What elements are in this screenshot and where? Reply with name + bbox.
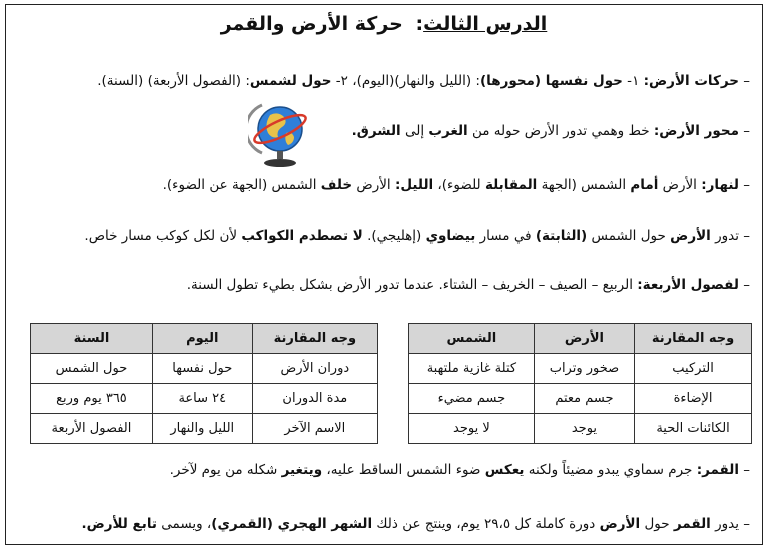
table-header-cell: اليوم	[152, 324, 252, 354]
table-cell: لا يوجد	[409, 414, 535, 444]
lesson-subject: حركة الأرض والقمر	[220, 13, 403, 35]
table-cell: جسم مضيء	[409, 384, 535, 414]
day-year-table	[30, 323, 378, 444]
title-colon: :	[415, 13, 424, 35]
earth-axis-line: – محور الأرض: خط وهمي تدور الأرض حوله من الغرب إلى الشرق.	[351, 123, 750, 139]
day-night-line: – لنهار: الأرض أمام الشمس (الجهة المقابلة للضوء)، الليل: الأرض خلف الشمس (الجهة عن الضوء).	[162, 177, 750, 193]
moon-line: – القمر: جرم سماوي يبدو مضيئاً ولكنه يعكس ضوء الشمس الساقط عليه، ويتغير شكله من يوم لآخر.	[169, 462, 750, 478]
table-row	[409, 354, 752, 384]
table-header-cell: وجه المقارنة	[635, 324, 752, 354]
table-header-cell: السنة	[31, 324, 153, 354]
table-cell: حول نفسها	[152, 354, 252, 384]
lesson-label: الدرس الثالث	[423, 13, 548, 35]
table-cell: الاسم الآخر	[252, 414, 377, 444]
table-cell: التركيب	[635, 354, 752, 384]
table-row	[31, 414, 378, 444]
table-header-row	[409, 324, 752, 354]
table-cell: ٣٦٥ يوم وربع	[31, 384, 153, 414]
table-cell: صخور وتراب	[534, 354, 634, 384]
table-row	[31, 384, 378, 414]
table-header-cell: الشمس	[409, 324, 535, 354]
table-row	[409, 384, 752, 414]
page-title	[6, 13, 762, 35]
table-cell: ٢٤ ساعة	[152, 384, 252, 414]
seasons-line: – لفصول الأربعة: الربيع – الصيف – الخريف – الشتاء. عندما تدور الأرض بشكل بطيء تطول السنة.	[186, 277, 750, 293]
table-cell: دوران الأرض	[252, 354, 377, 384]
table-header-cell: وجه المقارنة	[252, 324, 377, 354]
table-cell: الإضاءة	[635, 384, 752, 414]
table-cell: الليل والنهار	[152, 414, 252, 444]
table-cell: مدة الدوران	[252, 384, 377, 414]
lesson-page	[5, 4, 763, 545]
table-cell: كتلة غازية ملتهبة	[409, 354, 535, 384]
globe-icon	[248, 97, 308, 169]
table-header-cell: الأرض	[534, 324, 634, 354]
orbit-line: – تدور الأرض حول الشمس (الثابتة) في مسار بيضاوي (إهليجي). لا تصطدم الكواكب لأن لكل كوكب مسار خاص.	[84, 228, 750, 244]
table-cell: حول الشمس	[31, 354, 153, 384]
earth-sun-table	[408, 323, 752, 444]
table-cell: الفصول الأربعة	[31, 414, 153, 444]
table-header-row	[31, 324, 378, 354]
table-cell: جسم معتم	[534, 384, 634, 414]
table-row	[409, 414, 752, 444]
table-row	[31, 354, 378, 384]
earth-motions-line: – حركات الأرض: ١- حول نفسها (محورها): (الليل والنهار)(اليوم)، ٢- حول لشمس: (الفصول الأربعة) (السنة).	[97, 73, 750, 89]
table-cell: يوجد	[534, 414, 634, 444]
moon-orbit-line: – يدور القمر حول الأرض دورة كاملة كل ٢٩،٥ يوم، وينتج عن ذلك الشهر الهجري (القمري)، ويسمى تابع للأرض.	[81, 516, 750, 532]
table-cell: الكائنات الحية	[635, 414, 752, 444]
